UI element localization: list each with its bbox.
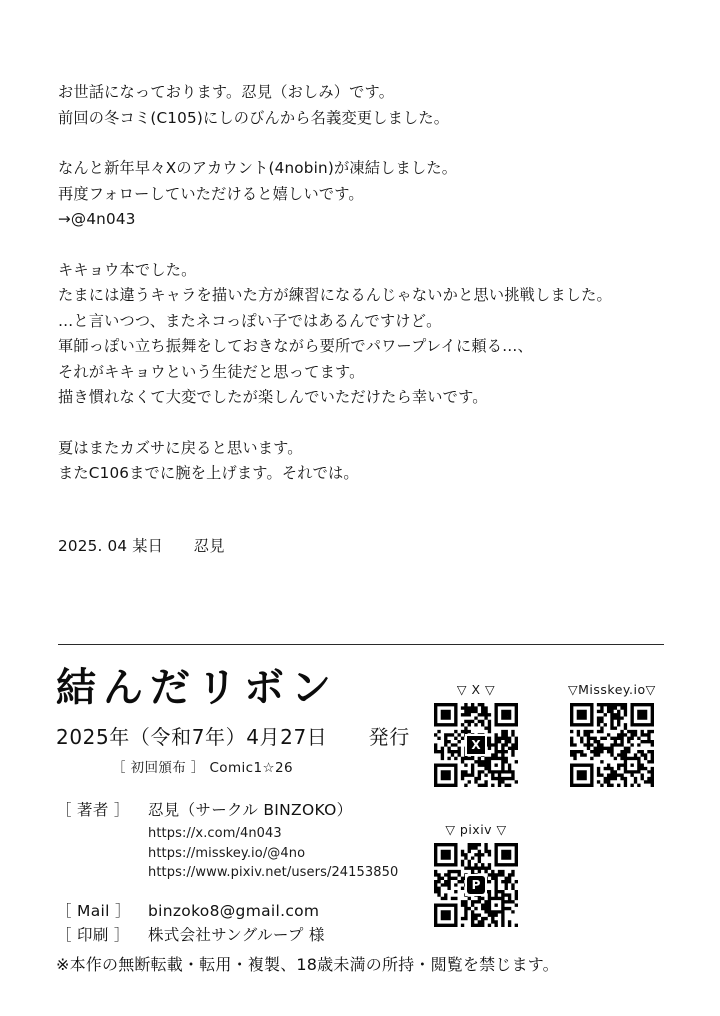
qr-code-x[interactable] (434, 703, 518, 787)
afterword-signature: 2025. 04 某日 忍見 (58, 536, 225, 555)
mail-value[interactable]: binzoko8@gmail.com (148, 901, 320, 920)
afterword-paragraph (58, 156, 668, 233)
afterword-line: お世話になっております。忍見（おしみ）です。 (58, 83, 395, 101)
author-label: ［ 著者 ］ (56, 801, 130, 819)
author-row (56, 798, 666, 820)
paragraph-gap (58, 233, 668, 258)
print-label: ［ 印刷 ］ (56, 925, 130, 944)
qr-center-logo-pixiv (465, 874, 487, 896)
afterword-line: 描き慣れなくて大変でしたが楽しんでいただけたら幸いです。 (58, 388, 488, 406)
mail-label: ［ Mail ］ (56, 901, 131, 920)
afterword-text (58, 80, 668, 556)
afterword-line: →@4n043 (58, 210, 136, 228)
afterword-line: なんと新年早々Xのアカウント(4nobin)が凍結しました。 (58, 159, 458, 177)
afterword-line: 夏はまたカズサに戻ると思います。 (58, 438, 303, 457)
afterword-line: 軍師っぽい立ち振舞をしておきながら要所でパワープレイに頼る…、 (58, 337, 533, 355)
afterword-line: キキョウ本でした。 (58, 260, 197, 279)
afterword-paragraph (58, 258, 668, 411)
qr-code-x-block (434, 682, 518, 787)
afterword-line: またC106までに腕を上げます。それでは。 (58, 464, 359, 482)
afterword-line: 前回の冬コミ(C105)にしのびんから名義変更しました。 (58, 108, 450, 127)
afterword-paragraph (58, 80, 668, 131)
print-value: 株式会社サングループ 様 (148, 925, 325, 944)
afterword-line: …と言いつつ、またネコっぽい子ではあるんですけど。 (58, 311, 442, 330)
qr-code-pixiv[interactable] (434, 843, 518, 927)
qr-label-pixiv: ▽ pixiv ▽ (445, 822, 507, 837)
section-divider (58, 644, 664, 645)
event-info: ［ 初回頒布 ］ Comic1☆26 (112, 760, 293, 776)
afterword-line: それがキキョウという生徒だと思ってます。 (58, 362, 365, 381)
qr-center-logo-x (465, 734, 487, 756)
qr-code-misskey[interactable] (570, 703, 654, 787)
qr-label-x: ▽ X ▽ (456, 682, 496, 697)
book-title: 結んだリボン (56, 664, 338, 711)
paragraph-gap (58, 411, 668, 436)
copyright-notice: ※本作の無断転載・転用・複製、18歳未満の所持・閲覧を禁じます。 (56, 955, 559, 974)
mail-row (56, 899, 666, 921)
qr-label-misskey: ▽Misskey.io▽ (568, 682, 656, 697)
qr-code-misskey-block (568, 682, 656, 787)
x-logo-icon: X (467, 736, 485, 754)
afterword-line: 再度フォローしていただけると嬉しいです。 (58, 184, 364, 203)
link-misskey[interactable]: https://misskey.io/@4no (148, 845, 306, 861)
author-value: 忍見（サークル BINZOKO） (148, 801, 353, 819)
pixiv-logo-icon: P (467, 876, 485, 894)
link-x[interactable]: https://x.com/4n043 (148, 826, 282, 841)
afterword-line: たまには違うキャラを描いた方が練習になるんじゃないかと思い挑戦しました。 (58, 286, 612, 304)
link-list (148, 824, 666, 883)
publish-date: 2025年（令和7年）4月27日 発行 (56, 725, 410, 749)
afterword-paragraph (58, 436, 668, 487)
colophon-meta (56, 798, 666, 945)
paragraph-gap (58, 131, 668, 156)
link-pixiv[interactable]: https://www.pixiv.net/users/24153850 (148, 865, 399, 880)
qr-code-pixiv-block (434, 822, 518, 927)
print-row (56, 923, 666, 945)
